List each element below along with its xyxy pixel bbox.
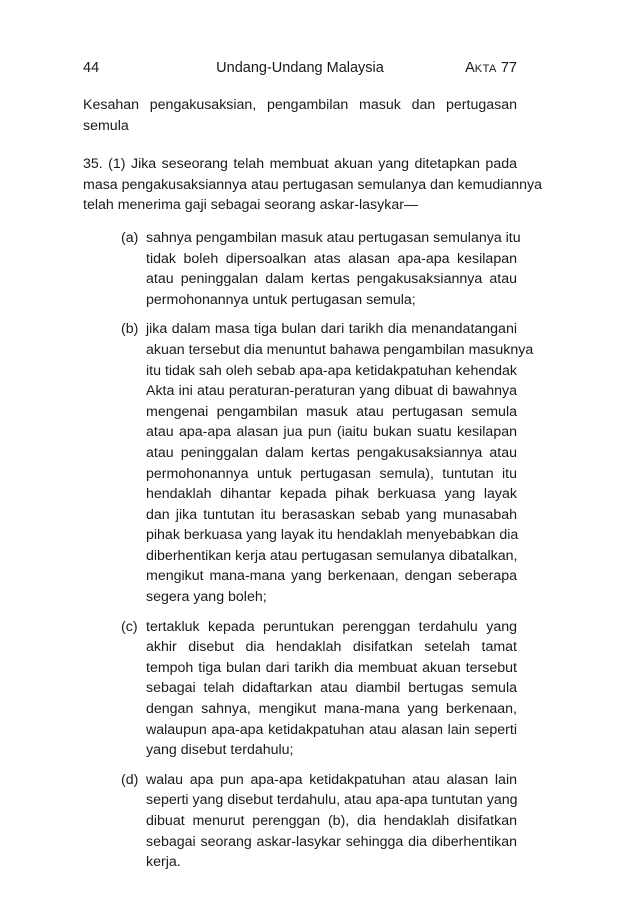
paragraph-label: (c) — [121, 618, 138, 635]
paragraph-a — [83, 228, 521, 310]
paragraph-line: dengan sahnya, mengikut mana-mana yang berkenaan, — [146, 701, 517, 718]
section-line: 35. (1) Jika seseorang telah membuat akuan yang ditetapkan pada — [83, 156, 517, 173]
paragraph-line: mengikut mana-mana yang berkenaan, dengan seberapa — [146, 568, 517, 585]
heading-line: Kesahan pengakusaksian, pengambilan masuk dan pertugasan — [83, 97, 517, 113]
paragraph-line: permohonannya untuk pertugasan semula; — [146, 291, 416, 308]
paragraph-line: itu tidak sah oleh sebab apa-apa ketidakpatuhan kehendak — [146, 362, 517, 379]
paragraph-line: atau peninggalan dalam kertas pengakusaksiannya atau — [146, 444, 517, 461]
paragraph-line: segera yang boleh; — [146, 589, 267, 606]
paragraph-line: atau peninggalan dalam kertas pengakusaksiannya atau — [146, 271, 517, 288]
paragraph-line: permohonannya untuk pertugasan semula), tuntutan itu — [146, 465, 517, 482]
paragraph-line: sebagai telah didaftarkan atau diambil bertugas semula — [146, 680, 517, 697]
paragraph-line: tempoh tiga bulan dari tarikh dia membuat akuan tersebut — [146, 659, 517, 676]
header-title: Undang-Undang Malaysia — [216, 60, 384, 76]
paragraph-line: Akta ini atau peraturan-peraturan yang dibuat di bawahnya — [146, 383, 517, 400]
act-number: 77 — [500, 60, 517, 76]
paragraph-line: sahnya pengambilan masuk atau pertugasan semulanya itu — [146, 229, 521, 246]
paragraph-line: kerja. — [146, 854, 181, 871]
paragraph-label: (b) — [121, 321, 139, 338]
paragraph-line: seperti yang disebut terdahulu, atau apa-apa tuntutan yang — [146, 792, 518, 809]
document-page — [83, 58, 543, 873]
paragraph-label: (a) — [121, 229, 139, 246]
paragraph-line: atau apa-apa alasan jua pun (iaitu bukan suatu kesilapan — [146, 424, 517, 441]
paragraph-line: dan jika tuntutan itu berasaskan sebab yang munasabah — [146, 506, 517, 523]
paragraph-line: dibuat menurut perenggan (b), dia hendaklah disifatkan — [146, 813, 517, 829]
heading-line: semula — [83, 117, 129, 134]
paragraph-line: walaupun apa-apa ketidakpatuhan atau alasan lain seperti — [146, 721, 517, 738]
act-reference — [465, 60, 517, 76]
paragraph-line: tidak boleh dipersoalkan atas alasan apa-apa kesilapan — [146, 250, 517, 267]
paragraph-line: pihak berkuasa yang layak itu hendaklah menyebabkan dia — [146, 527, 519, 544]
paragraph-line: tertakluk kepada peruntukan perenggan terdahulu yang — [146, 618, 517, 635]
paragraph-line: akhir disebut dia hendaklah disifatkan setelah tamat — [146, 639, 517, 656]
section-line: telah menerima gaji sebagai seorang askar-lasykar— — [83, 197, 419, 214]
act-word: AKTA — [465, 60, 497, 76]
paragraph-line: diberhentikan kerja atau pertugasan semulanya dibatalkan, — [146, 547, 518, 564]
paragraph-line: mengenai pengambilan masuk atau pertugasan semula — [146, 403, 517, 420]
paragraph-line: yang disebut terdahulu; — [146, 742, 294, 759]
section-heading — [83, 95, 517, 136]
section-line: masa pengakusaksiannya atau pertugasan semulanya dan kemudiannya — [83, 176, 543, 193]
paragraph-line: hendaklah dihantar kepada pihak berkuasa yang layak — [146, 486, 517, 503]
paragraph-d — [83, 770, 517, 873]
paragraph-label: (d) — [121, 771, 139, 788]
paragraph-line: sebagai seorang askar-lasykar sehingga dia diberhentikan — [146, 833, 517, 850]
page-number: 44 — [83, 60, 100, 76]
paragraph-c — [83, 617, 517, 761]
paragraph-line: walau apa pun apa-apa ketidakpatuhan atau alasan lain — [146, 771, 517, 788]
paragraph-b — [83, 319, 534, 607]
paragraph-line: jika dalam masa tiga bulan dari tarikh dia menandatangani — [146, 321, 517, 338]
paragraph-line: akuan tersebut dia menuntut bahawa pengambilan masuknya — [146, 341, 534, 358]
section-35-subsection-1 — [83, 154, 543, 216]
running-header — [83, 58, 517, 82]
